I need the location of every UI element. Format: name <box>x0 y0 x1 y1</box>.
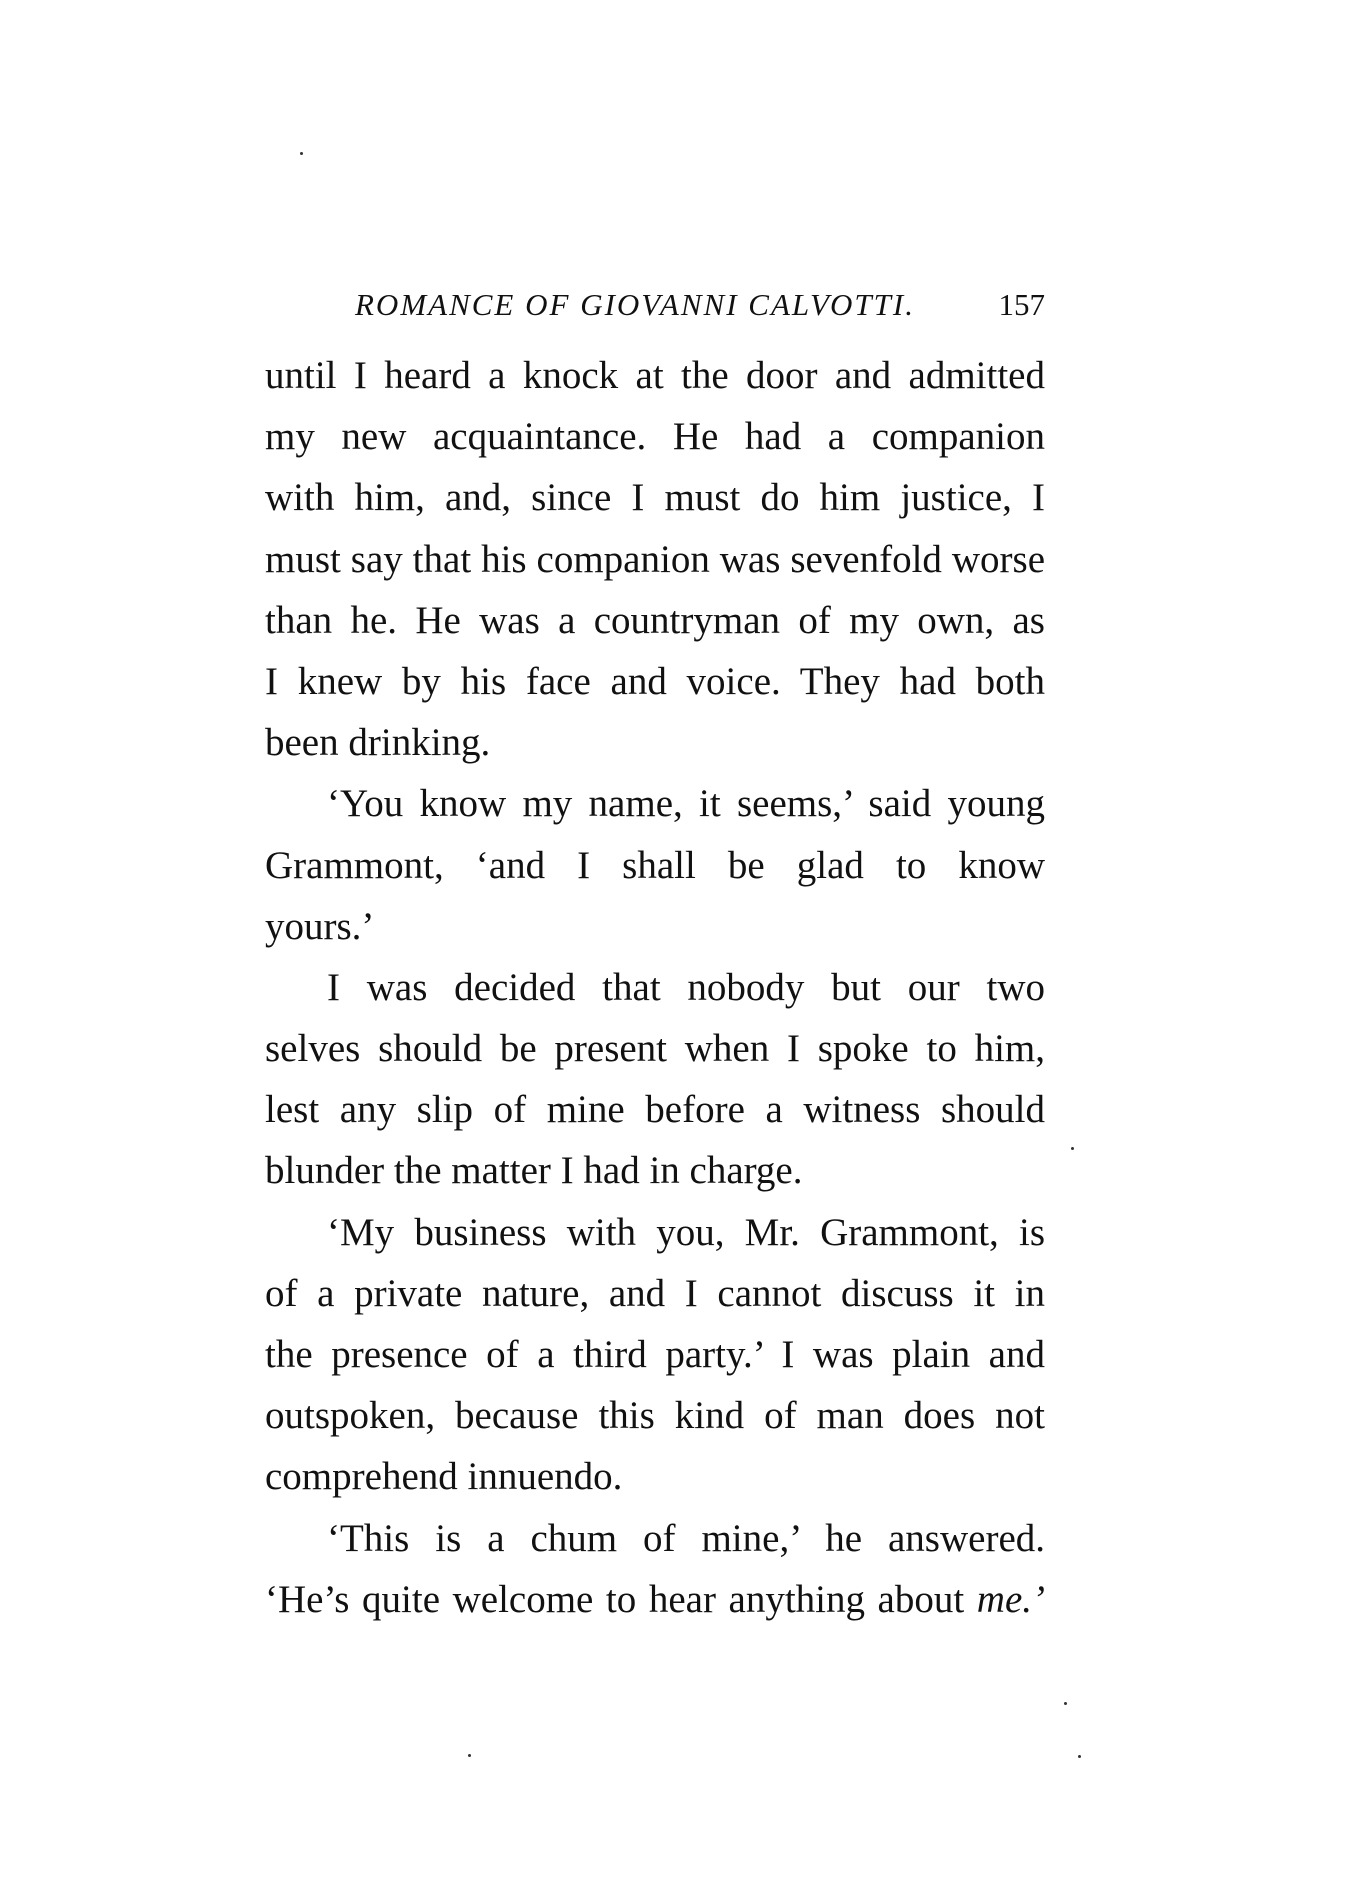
text-line: my new acquaintance. He had a companion <box>265 415 1045 459</box>
text-line: of a private nature, and I cannot discuss it in <box>265 1271 1045 1315</box>
text-line-final <box>265 1569 1045 1630</box>
text-line: the presence of a third party.’ I was plain and <box>265 1333 1045 1376</box>
scan-speck <box>468 1754 471 1757</box>
text-line: Grammont, ‘and I shall be glad to know <box>265 843 1045 887</box>
text-line: selves should be present when I spoke to him, <box>265 1027 1045 1071</box>
running-title: ROMANCE OF GIOVANNI CALVOTTI. <box>355 287 915 322</box>
running-head <box>265 282 1045 328</box>
scan-speck <box>1071 1147 1074 1150</box>
text-line: ‘My business with you, Mr. Grammont, is <box>327 1210 1045 1254</box>
text-line: been drinking. <box>265 721 491 765</box>
text-line: must say that his companion was sevenfold worse <box>265 537 1045 581</box>
scan-speck <box>300 152 303 155</box>
text-line: than he. He was a countryman of my own, as <box>265 598 1045 642</box>
text-line: I knew by his face and voice. They had both <box>265 659 1045 703</box>
scan-speck <box>1078 1755 1081 1758</box>
text-line: blunder the matter I had in charge. <box>265 1149 803 1193</box>
scan-speck <box>1064 1702 1067 1705</box>
text-line: ‘This is a chum of mine,’ he answered. <box>327 1516 1045 1560</box>
text-line: yours.’ <box>265 904 375 948</box>
text-line: ‘You know my name, it seems,’ said young <box>327 782 1045 826</box>
body-text <box>265 345 1045 1630</box>
text-line: outspoken, because this kind of man does not <box>265 1394 1045 1438</box>
page-number: 157 <box>998 287 1045 322</box>
text-line: I was decided that nobody but our two <box>327 965 1045 1009</box>
text-line: lest any slip of mine before a witness should <box>265 1088 1045 1132</box>
emphasized-word: me.’ <box>976 1577 1046 1621</box>
text-line: until I heard a knock at the door and admitted <box>265 354 1045 397</box>
text-line: comprehend innuendo. <box>265 1455 623 1499</box>
text-line-final-main: ‘He’s quite welcome to hear anything about <box>265 1577 965 1621</box>
text-line: with him, and, since I must do him justice, I <box>265 476 1045 520</box>
